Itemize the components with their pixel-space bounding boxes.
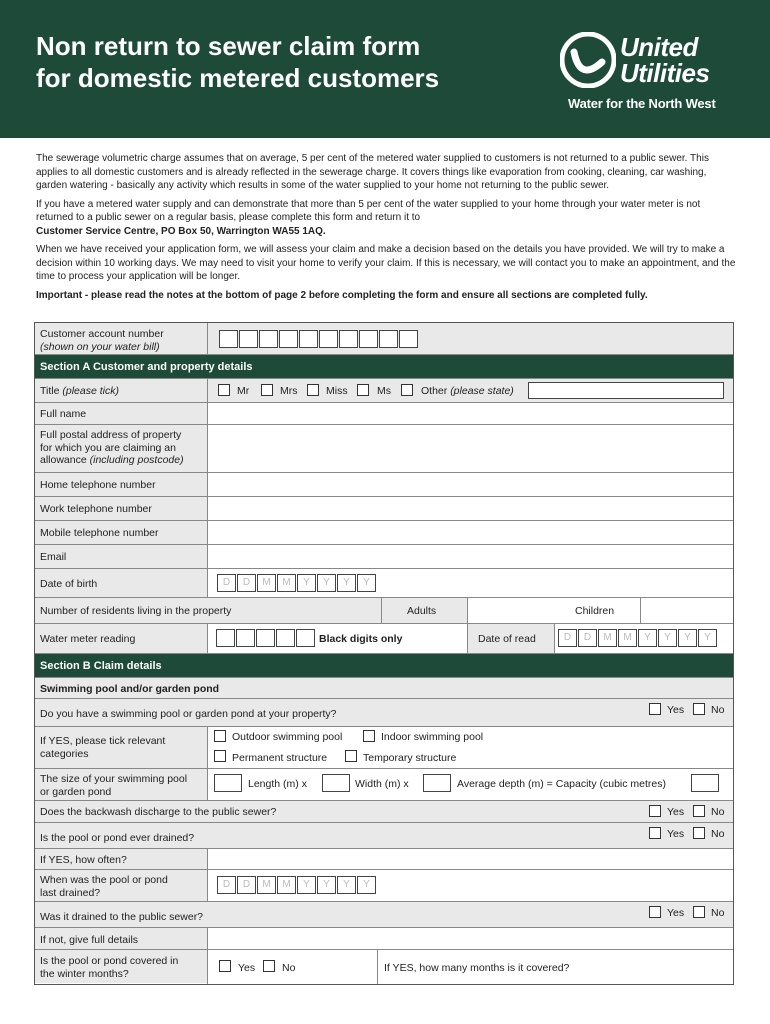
divider bbox=[377, 950, 378, 984]
date-cell[interactable]: M bbox=[598, 629, 617, 647]
date-cell[interactable]: Y bbox=[698, 629, 717, 647]
date-cell[interactable]: M bbox=[618, 629, 637, 647]
have-pool-question: Do you have a swimming pool or garden pond at your property? bbox=[40, 708, 337, 720]
meter-digit-cell[interactable] bbox=[256, 629, 275, 647]
drained-question: Is the pool or pond ever drained? bbox=[40, 832, 195, 844]
title-other-text: Other bbox=[421, 385, 448, 397]
date-cell[interactable]: Y bbox=[678, 629, 697, 647]
pool-categories-label-line-2: categories bbox=[40, 747, 89, 760]
have-pool-yes-checkbox[interactable] bbox=[649, 703, 661, 715]
meter-digit-cell[interactable] bbox=[276, 629, 295, 647]
account-digit-cell[interactable] bbox=[379, 330, 398, 348]
last-drained-label-line-2: last drained? bbox=[40, 886, 101, 899]
date-cell[interactable]: Y bbox=[357, 574, 376, 592]
date-cell[interactable]: Y bbox=[638, 629, 657, 647]
mobile-telephone-label: Mobile telephone number bbox=[35, 521, 207, 544]
pool-size-label-line-1: The size of your swimming pool bbox=[40, 773, 188, 785]
date-of-read-input[interactable] bbox=[558, 629, 718, 647]
home-telephone-row bbox=[35, 473, 733, 497]
title-other-checkbox[interactable] bbox=[401, 384, 413, 396]
date-cell[interactable]: Y bbox=[337, 574, 356, 592]
account-digit-cell[interactable] bbox=[339, 330, 358, 348]
account-number-row bbox=[35, 323, 733, 355]
pool-size-label bbox=[35, 769, 207, 800]
last-drained-label bbox=[35, 870, 207, 901]
address-row bbox=[35, 425, 733, 473]
pool-length-input[interactable] bbox=[214, 774, 242, 792]
work-telephone-row bbox=[35, 497, 733, 521]
drained-yes-checkbox[interactable] bbox=[649, 827, 661, 839]
divider bbox=[207, 323, 208, 354]
date-cell[interactable]: Y bbox=[357, 876, 376, 894]
intro-paragraph-3: When we have received your application form, we will assess your claim and make a decision based on the details you have provided. We will try to make a decision within 10 working days. We may need to visit your home to verify your claim. If this is necessary, we will contact you to make an appointment, and the time to process your application will be longer. bbox=[36, 244, 736, 282]
title-row bbox=[35, 379, 733, 403]
divider bbox=[207, 727, 208, 768]
title-label bbox=[40, 385, 119, 398]
account-digit-cell[interactable] bbox=[359, 330, 378, 348]
mobile-telephone-input[interactable] bbox=[208, 521, 733, 544]
length-label: Length (m) x bbox=[248, 778, 307, 790]
form-title-line-1: Non return to sewer claim form bbox=[36, 31, 421, 61]
temporary-structure-label: Temporary structure bbox=[363, 752, 457, 764]
account-number-input[interactable] bbox=[219, 330, 419, 348]
email-label: Email bbox=[35, 545, 207, 568]
permanent-structure-label: Permanent structure bbox=[232, 752, 328, 764]
work-telephone-input[interactable] bbox=[208, 497, 733, 520]
section-b-title: Section B Claim details bbox=[40, 660, 162, 672]
adults-input[interactable] bbox=[468, 598, 640, 623]
date-cell[interactable]: Y bbox=[658, 629, 677, 647]
account-digit-cell[interactable] bbox=[279, 330, 298, 348]
home-telephone-input[interactable] bbox=[208, 473, 733, 496]
children-label: Children bbox=[575, 605, 615, 617]
pool-categories-label-line-1: If YES, please tick relevant bbox=[40, 735, 166, 747]
covered-label-line-1: Is the pool or pond covered in bbox=[40, 955, 179, 967]
home-telephone-label: Home telephone number bbox=[35, 473, 207, 496]
title-ms-checkbox[interactable] bbox=[357, 384, 369, 396]
address-label-line-1: Full postal address of property bbox=[40, 429, 182, 441]
children-input[interactable] bbox=[641, 598, 733, 623]
if-not-details-row bbox=[35, 928, 733, 950]
full-name-input[interactable] bbox=[208, 403, 733, 424]
address-label-line-2: for which you are claiming an bbox=[40, 441, 176, 454]
email-row bbox=[35, 545, 733, 569]
temporary-structure-checkbox[interactable] bbox=[345, 750, 357, 762]
backwash-no-checkbox[interactable] bbox=[693, 805, 705, 817]
have-pool-row bbox=[35, 699, 733, 727]
date-cell[interactable]: M bbox=[257, 876, 276, 894]
drained-row bbox=[35, 823, 733, 849]
have-pool-no-checkbox[interactable] bbox=[693, 703, 705, 715]
account-digit-cell[interactable] bbox=[319, 330, 338, 348]
pool-capacity-input[interactable] bbox=[691, 774, 719, 792]
intro-paragraph-1: The sewerage volumetric charge assumes that on average, 5 per cent of the metered water supplied to customers is not returned to a public sewer. This applies to all domestic customers and is already reflected in the sewerage charge. It covers things like evaporation from cooking, cleaning, car washing, garden watering - basically any activity which results in some of the water supplied to your home not returning to the public sewer. bbox=[36, 153, 709, 191]
covered-row bbox=[35, 950, 733, 984]
pool-subheading: Swimming pool and/or garden pond bbox=[40, 683, 220, 695]
residents-label: Number of residents living in the property bbox=[40, 605, 232, 617]
covered-no-label: No bbox=[282, 962, 296, 974]
title-ms-label: Ms bbox=[377, 385, 391, 397]
address-hint: (including postcode) bbox=[89, 454, 184, 466]
meter-digit-cell[interactable] bbox=[236, 629, 255, 647]
account-digit-cell[interactable] bbox=[299, 330, 318, 348]
divider bbox=[207, 769, 208, 800]
meter-reading-input[interactable] bbox=[216, 629, 316, 647]
permanent-structure-checkbox[interactable] bbox=[214, 750, 226, 762]
intro-paragraph-2-text: If you have a metered water supply and can demonstrate that more than 5 per cent of the water supplied to your home through your water meter is not returned to a public sewer on a regular basis, please complete this form and return it to bbox=[36, 198, 701, 223]
meter-digit-cell[interactable] bbox=[296, 629, 315, 647]
last-drained-row bbox=[35, 870, 733, 902]
title-mrs-checkbox[interactable] bbox=[261, 384, 273, 396]
drained-to-sewer-question: Was it drained to the public sewer? bbox=[40, 911, 204, 923]
date-cell[interactable]: M bbox=[257, 574, 276, 592]
title-hint: (please tick) bbox=[62, 385, 119, 397]
meter-digit-cell[interactable] bbox=[216, 629, 235, 647]
form-title-line-2: for domestic metered customers bbox=[36, 63, 440, 93]
pool-depth-input[interactable] bbox=[423, 774, 451, 792]
months-covered-input[interactable] bbox=[580, 950, 733, 983]
drained-sewer-yes-checkbox[interactable] bbox=[649, 906, 661, 918]
form-title bbox=[36, 30, 516, 94]
backwash-yes-checkbox[interactable] bbox=[649, 805, 661, 817]
drained-no-label: No bbox=[711, 828, 725, 840]
date-cell[interactable]: M bbox=[277, 876, 296, 894]
outdoor-pool-label: Outdoor swimming pool bbox=[232, 731, 343, 743]
drained-no-checkbox[interactable] bbox=[693, 827, 705, 839]
covered-yes-label: Yes bbox=[238, 962, 256, 974]
account-number-label-text: Customer account number bbox=[40, 328, 164, 340]
divider bbox=[381, 598, 382, 623]
last-drained-date-input[interactable] bbox=[217, 876, 377, 894]
backwash-yes-label: Yes bbox=[667, 806, 685, 818]
backwash-no-label: No bbox=[711, 806, 725, 818]
covered-label-line-2: the winter months? bbox=[40, 967, 129, 980]
logo-tagline: Water for the North West bbox=[568, 96, 716, 111]
title-other-label bbox=[421, 385, 514, 397]
return-address: Customer Service Centre, PO Box 50, Warrington WA55 1AQ. bbox=[36, 225, 326, 237]
if-not-details-label: If not, give full details bbox=[35, 928, 207, 949]
divider bbox=[207, 624, 208, 653]
title-miss-checkbox[interactable] bbox=[307, 384, 319, 396]
address-input[interactable] bbox=[208, 425, 733, 472]
account-digit-cell[interactable] bbox=[239, 330, 258, 348]
depth-capacity-label: Average depth (m) = Capacity (cubic metres) bbox=[457, 778, 667, 790]
covered-yes-checkbox[interactable] bbox=[219, 960, 231, 972]
work-telephone-label: Work telephone number bbox=[35, 497, 207, 520]
pool-size-label-line-2: or garden pond bbox=[40, 785, 112, 798]
have-pool-yes-label: Yes bbox=[667, 704, 685, 716]
divider bbox=[207, 379, 208, 402]
section-a-header bbox=[35, 355, 733, 379]
backwash-row bbox=[35, 801, 733, 823]
account-number-hint: (shown on your water bill) bbox=[40, 340, 160, 353]
pool-categories-label bbox=[35, 727, 207, 768]
indoor-pool-checkbox[interactable] bbox=[363, 730, 375, 742]
meter-reading-label: Water meter reading bbox=[35, 624, 207, 653]
pool-categories-row bbox=[35, 727, 733, 769]
mobile-telephone-row bbox=[35, 521, 733, 545]
divider bbox=[207, 569, 208, 597]
account-digit-cell[interactable] bbox=[399, 330, 418, 348]
united-utilities-logo-icon bbox=[560, 32, 616, 88]
width-label: Width (m) x bbox=[355, 778, 409, 790]
if-not-details-input[interactable] bbox=[208, 928, 733, 949]
account-number-label bbox=[40, 328, 164, 353]
date-cell[interactable]: Y bbox=[337, 876, 356, 894]
pool-size-row bbox=[35, 769, 733, 801]
title-miss-label: Miss bbox=[326, 385, 348, 397]
full-name-row bbox=[35, 403, 733, 425]
date-cell[interactable]: D bbox=[237, 876, 256, 894]
section-b-header bbox=[35, 654, 733, 678]
title-mr-label: Mr bbox=[237, 385, 250, 397]
date-cell[interactable]: D bbox=[217, 876, 236, 894]
black-digits-note: Black digits only bbox=[319, 633, 403, 645]
intro-paragraph-2 bbox=[36, 198, 736, 239]
residents-row bbox=[35, 598, 733, 624]
divider bbox=[554, 624, 555, 653]
last-drained-label-line-1: When was the pool or pond bbox=[40, 874, 168, 886]
drained-yes-label: Yes bbox=[667, 828, 685, 840]
title-other-hint: (please state) bbox=[450, 385, 514, 397]
date-cell[interactable]: D bbox=[217, 574, 236, 592]
covered-no-checkbox[interactable] bbox=[263, 960, 275, 972]
adults-label: Adults bbox=[407, 605, 437, 617]
divider bbox=[207, 870, 208, 901]
how-often-label: If YES, how often? bbox=[35, 849, 207, 869]
date-cell[interactable]: D bbox=[558, 629, 577, 647]
pool-subheading-row bbox=[35, 678, 733, 699]
section-a-title: Section A Customer and property details bbox=[40, 361, 253, 373]
title-other-input[interactable] bbox=[528, 382, 724, 399]
account-digit-cell[interactable] bbox=[219, 330, 238, 348]
date-cell[interactable]: M bbox=[277, 574, 296, 592]
date-cell[interactable]: D bbox=[578, 629, 597, 647]
drained-sewer-no-label: No bbox=[711, 907, 725, 919]
title-mr-checkbox[interactable] bbox=[218, 384, 230, 396]
logo-text-utilities: Utilities bbox=[620, 58, 710, 88]
how-often-input[interactable] bbox=[208, 849, 733, 869]
date-cell[interactable]: Y bbox=[317, 574, 336, 592]
intro-text bbox=[36, 152, 736, 307]
divider bbox=[207, 950, 208, 984]
address-label bbox=[35, 425, 207, 472]
covered-label bbox=[35, 950, 207, 983]
drained-to-sewer-row bbox=[35, 902, 733, 928]
page-header bbox=[0, 0, 770, 138]
drained-sewer-yes-label: Yes bbox=[667, 907, 685, 919]
indoor-pool-label: Indoor swimming pool bbox=[381, 731, 484, 743]
title-label-text: Title bbox=[40, 385, 60, 397]
have-pool-no-label: No bbox=[711, 704, 725, 716]
email-input[interactable] bbox=[208, 545, 733, 568]
date-cell[interactable]: Y bbox=[297, 876, 316, 894]
backwash-question: Does the backwash discharge to the public sewer? bbox=[40, 806, 277, 818]
date-of-birth-input[interactable] bbox=[217, 574, 377, 592]
address-label-line-3: allowance bbox=[40, 454, 87, 466]
date-of-birth-label: Date of birth bbox=[35, 569, 207, 597]
title-mrs-label: Mrs bbox=[280, 385, 298, 397]
meter-reading-row bbox=[35, 624, 733, 654]
claim-form bbox=[34, 322, 734, 985]
months-covered-label: If YES, how many months is it covered? bbox=[384, 962, 570, 974]
date-cell[interactable]: D bbox=[237, 574, 256, 592]
important-notice: Important - please read the notes at the bottom of page 2 before completing the form and ensure all sections are completed fully. bbox=[36, 289, 648, 301]
how-often-row bbox=[35, 849, 733, 870]
drained-sewer-no-checkbox[interactable] bbox=[693, 906, 705, 918]
account-digit-cell[interactable] bbox=[259, 330, 278, 348]
date-of-read-label: Date of read bbox=[468, 624, 554, 653]
date-cell[interactable]: Y bbox=[317, 876, 336, 894]
logo-text-united: United bbox=[620, 32, 698, 62]
date-of-birth-row bbox=[35, 569, 733, 598]
date-cell[interactable]: Y bbox=[297, 574, 316, 592]
full-name-label: Full name bbox=[35, 403, 207, 424]
outdoor-pool-checkbox[interactable] bbox=[214, 730, 226, 742]
pool-width-input[interactable] bbox=[322, 774, 350, 792]
